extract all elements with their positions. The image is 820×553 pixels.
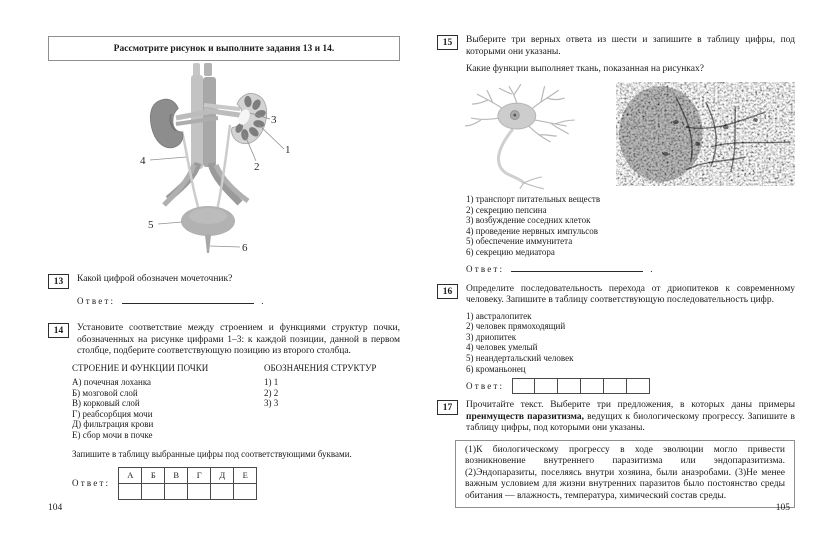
figure-label-3: 3 xyxy=(271,114,277,126)
matching-item: Г) реабсорбция мочи xyxy=(72,408,153,419)
answer-empty-cell xyxy=(558,378,581,394)
axon-terminals xyxy=(520,177,544,189)
option-item: 5) неандертальский человек xyxy=(466,352,574,363)
option-item: 1) австралопитек xyxy=(466,310,532,321)
option-item: 3) возбуждение соседних клеток xyxy=(466,215,591,226)
grid-header-cell: А xyxy=(119,467,142,483)
answer-grid-header-row xyxy=(119,467,257,483)
matching-item: В) корковый слой xyxy=(72,398,140,409)
page-right xyxy=(437,0,795,508)
figure-label-5: 5 xyxy=(148,219,154,231)
option-item: 2) человек прямоходящий xyxy=(466,321,566,332)
grid-header-cell: Г xyxy=(188,467,211,483)
vessel-stub xyxy=(204,63,212,76)
grid-empty-cell xyxy=(234,483,257,499)
page-number-right: 105 xyxy=(775,503,790,513)
nucleolus xyxy=(513,114,516,117)
answer-empty-cell xyxy=(535,378,558,394)
task-17 xyxy=(437,400,795,435)
micrograph-image xyxy=(616,82,795,186)
bladder-highlight xyxy=(189,208,227,224)
matching-item: 1) 1 xyxy=(264,377,279,388)
leader-line-4 xyxy=(150,157,186,160)
answer-empty-cell xyxy=(512,378,535,394)
matching-item: 3) 3 xyxy=(264,398,279,409)
option-item: 6) секрецию медиатора xyxy=(466,246,555,257)
urinary-system-diagram xyxy=(78,63,378,263)
task-15-options xyxy=(466,194,795,258)
task-17-text xyxy=(466,400,795,435)
answer-grid-empty-row xyxy=(119,483,257,499)
matching-column-right xyxy=(264,363,400,441)
option-item: 1) транспорт питательных веществ xyxy=(466,194,601,204)
task-17-text-bold: преимуществ паразитизма, xyxy=(466,411,585,422)
grid-header-cell: Е xyxy=(234,467,257,483)
task-14-note: Запишите в таблицу выбранные цифры под соответствующими буквами. xyxy=(72,448,352,459)
matching-item: 2) 2 xyxy=(264,387,279,398)
answer-label: Ответ: xyxy=(77,296,116,306)
column-right-header: ОБОЗНАЧЕНИЯ СТРУКТУР xyxy=(264,362,377,373)
grid-header-cell: Б xyxy=(142,467,165,483)
leader-line-6 xyxy=(210,246,240,247)
column-left-header: СТРОЕНИЕ И ФУНКЦИИ ПОЧКИ xyxy=(72,362,209,373)
task-15-number: 15 xyxy=(437,35,458,50)
option-item: 5) обеспечение иммунитета xyxy=(466,236,573,247)
neuron-illustration xyxy=(455,82,605,190)
task-13-answer xyxy=(77,295,400,306)
option-item: 6) кроманьонец xyxy=(466,363,526,374)
matching-item: Д) фильтрация крови xyxy=(72,419,154,430)
figure-label-6: 6 xyxy=(242,242,248,254)
task-17-passage: (1)К биологическому прогрессу в ходе эволюции могло привести возникновение внутреннего паразитизма или эндопаразитизма. (2)Эндопаразиты, поселяясь внутри хозяина, были анаэробами. (3)Не менее важным условием для жизни внутренних паразитов было постоянство среды обитания — влажность, температура, химический состав среды. xyxy=(455,440,795,508)
matching-column-left xyxy=(72,363,264,441)
matching-item: Е) сбор мочи в почке xyxy=(72,430,153,441)
task-14-text: Установите соответствие между строением и функциями структур почки, обозначенных на рисунке цифрами 1–3: к каждой позиции, данной в первом столбце, подберите соответствующую позицию из второго столбца. xyxy=(77,323,400,356)
option-item: 3) дриопитек xyxy=(466,331,517,342)
answer-empty-cell xyxy=(604,378,627,394)
page-number-left: 104 xyxy=(48,503,63,513)
grid-empty-cell xyxy=(188,483,211,499)
answer-grid-table xyxy=(118,467,257,500)
figure-label-4: 4 xyxy=(140,155,146,167)
leader-line-5 xyxy=(158,222,182,224)
task-13-number: 13 xyxy=(48,274,69,289)
task-15-figures xyxy=(455,82,795,190)
urinary-system-figure xyxy=(78,63,400,268)
figure-label-2: 2 xyxy=(254,161,260,173)
answer-period: . xyxy=(261,296,264,306)
task-16-options xyxy=(466,311,795,375)
matching-item: А) почечная лоханка xyxy=(72,377,152,388)
grid-header-cell: Д xyxy=(211,467,234,483)
option-item: 4) человек умелый xyxy=(466,342,538,353)
grid-empty-cell xyxy=(211,483,234,499)
task-13 xyxy=(48,274,400,289)
task-15-question: Какие функции выполняет ткань, показанная на рисунках? xyxy=(466,64,704,74)
task-14 xyxy=(48,323,400,358)
urethra xyxy=(205,235,211,253)
grid-empty-cell xyxy=(165,483,188,499)
option-item: 4) проведение нервных импульсов xyxy=(466,225,599,236)
answer-label: Ответ: xyxy=(466,263,505,274)
task-17-text-before: Прочитайте текст. Выберите три предложения, в которых даны примеры xyxy=(466,400,795,411)
task-15-answer xyxy=(466,263,795,274)
task-16 xyxy=(437,284,795,307)
instruction-banner: Рассмотрите рисунок и выполните задания 13 и 14. xyxy=(48,36,400,61)
task-16-number: 16 xyxy=(437,284,458,299)
task-16-text: Определите последовательность перехода от дриопитеков к современному человеку. Запишите в таблицу соответствующую последовательность цифр. xyxy=(466,283,795,306)
answer-cells xyxy=(512,378,650,394)
axon xyxy=(499,129,524,183)
task-14-matching-columns xyxy=(72,363,400,441)
matching-item: Б) мозговой слой xyxy=(72,387,138,398)
answer-label: Ответ: xyxy=(72,478,111,489)
answer-label: Ответ: xyxy=(466,381,505,392)
task-17-text-after: ведущих к биологическому прогрессу. Запишите в таблицу цифры, под которыми они указаны. xyxy=(466,411,796,434)
grid-empty-cell xyxy=(142,483,165,499)
option-item: 2) секрецию пепсина xyxy=(466,204,547,215)
page-left xyxy=(48,0,400,500)
kidney-right-section xyxy=(228,90,271,147)
grid-header-cell: В xyxy=(165,467,188,483)
task-17-number: 17 xyxy=(437,400,458,415)
aorta xyxy=(203,77,216,167)
answer-blank-line xyxy=(511,263,643,272)
task-15-text: Выберите три верных ответа из шести и запишите в таблицу цифры, под которыми они указаны. xyxy=(466,35,795,57)
task-14-answer xyxy=(72,467,400,500)
task-14-number: 14 xyxy=(48,323,69,338)
answer-empty-cell xyxy=(581,378,604,394)
grid-empty-cell xyxy=(119,483,142,499)
leader-line-1 xyxy=(259,125,284,149)
task-16-answer xyxy=(466,378,795,394)
answer-empty-cell xyxy=(627,378,650,394)
figure-label-1: 1 xyxy=(285,144,291,156)
task-13-text: Какой цифрой обозначен мочеточник? xyxy=(77,274,233,284)
task-15 xyxy=(437,35,795,58)
answer-blank-line xyxy=(122,295,254,304)
answer-period: . xyxy=(650,263,653,274)
